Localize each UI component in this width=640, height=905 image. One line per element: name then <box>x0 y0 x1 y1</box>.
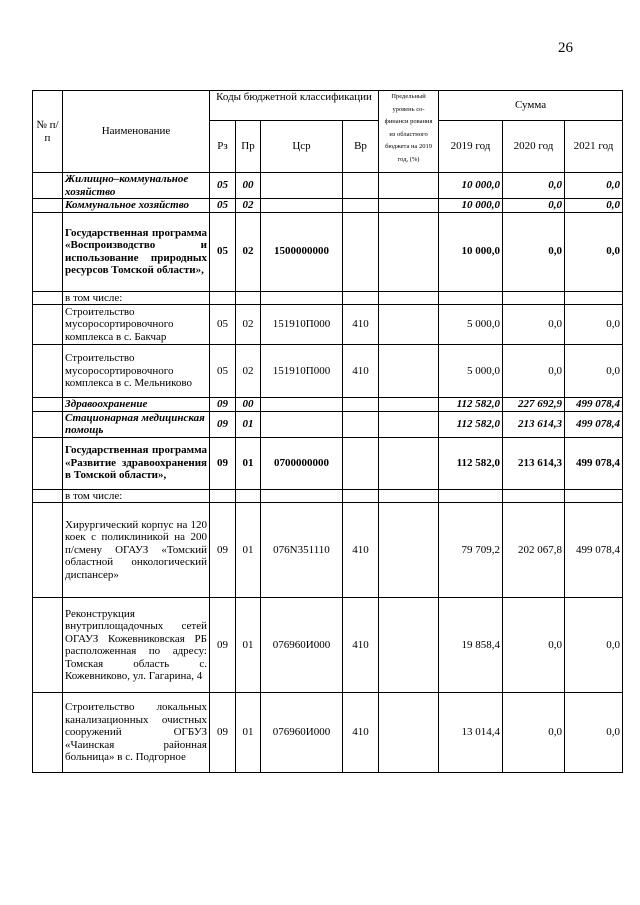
row-2021: 0,0 <box>565 693 623 773</box>
row-2020: 213 614,3 <box>503 411 565 437</box>
row-limit <box>379 398 439 412</box>
header-csr: Цср <box>261 121 343 173</box>
row-2021: 0,0 <box>565 199 623 213</box>
row-2021: 0,0 <box>565 345 623 398</box>
row-limit <box>379 305 439 345</box>
row-2019: 79 709,2 <box>439 503 503 598</box>
row-limit <box>379 173 439 199</box>
row-num <box>33 212 63 291</box>
header-row-1 <box>33 91 623 121</box>
row-num <box>33 305 63 345</box>
row-2021: 0,0 <box>565 212 623 291</box>
row-name: Здравоохранение <box>63 398 210 412</box>
row-csr: 151910П000 <box>261 305 343 345</box>
header-2019: 2019 год <box>439 121 503 173</box>
row-2019 <box>439 489 503 503</box>
row-2020: 0,0 <box>503 693 565 773</box>
row-rz: 09 <box>210 598 236 693</box>
row-2019: 112 582,0 <box>439 398 503 412</box>
header-vr: Вр <box>343 121 379 173</box>
row-2020: 0,0 <box>503 199 565 213</box>
row-num <box>33 173 63 199</box>
row-name: Государственная программа «Воспроизводство и использование природных ресурсов Томской области», <box>63 212 210 291</box>
row-num <box>33 398 63 412</box>
row-rz: 05 <box>210 173 236 199</box>
row-2021: 0,0 <box>565 173 623 199</box>
row-vr <box>343 199 379 213</box>
row-2019: 112 582,0 <box>439 411 503 437</box>
table-row <box>33 305 623 345</box>
row-csr: 076N351110 <box>261 503 343 598</box>
row-pr: 02 <box>236 305 261 345</box>
row-2019: 112 582,0 <box>439 437 503 489</box>
table-row <box>33 437 623 489</box>
row-2020: 0,0 <box>503 173 565 199</box>
row-csr <box>261 199 343 213</box>
row-name: в том числе: <box>63 489 210 503</box>
row-2020: 0,0 <box>503 305 565 345</box>
row-num <box>33 411 63 437</box>
row-2020 <box>503 291 565 305</box>
row-rz: 05 <box>210 345 236 398</box>
header-rz: Рз <box>210 121 236 173</box>
row-2020: 213 614,3 <box>503 437 565 489</box>
row-limit <box>379 411 439 437</box>
row-limit <box>379 345 439 398</box>
row-csr: 0700000000 <box>261 437 343 489</box>
table-row <box>33 212 623 291</box>
row-2019: 19 858,4 <box>439 598 503 693</box>
row-rz <box>210 291 236 305</box>
row-vr: 410 <box>343 503 379 598</box>
row-2019: 5 000,0 <box>439 345 503 398</box>
row-pr: 00 <box>236 173 261 199</box>
row-pr: 01 <box>236 598 261 693</box>
row-2020: 0,0 <box>503 345 565 398</box>
row-2019 <box>439 291 503 305</box>
row-limit <box>379 598 439 693</box>
row-name: Хирургический корпус на 120 коек с поликлиникой на 200 п/смену ОГАУЗ «Томский областной онкологический диспансер» <box>63 503 210 598</box>
row-2021 <box>565 291 623 305</box>
row-csr: 1500000000 <box>261 212 343 291</box>
row-num <box>33 345 63 398</box>
row-rz: 09 <box>210 411 236 437</box>
row-num <box>33 693 63 773</box>
row-name: Коммунальное хозяйство <box>63 199 210 213</box>
row-csr <box>261 173 343 199</box>
row-rz: 05 <box>210 199 236 213</box>
row-pr: 02 <box>236 212 261 291</box>
row-pr <box>236 489 261 503</box>
row-2021: 0,0 <box>565 598 623 693</box>
row-2021: 499 078,4 <box>565 398 623 412</box>
row-limit <box>379 291 439 305</box>
header-codes: Коды бюджетной классификации <box>210 91 379 121</box>
row-2020: 0,0 <box>503 598 565 693</box>
row-rz: 09 <box>210 437 236 489</box>
row-2019: 5 000,0 <box>439 305 503 345</box>
header-sum: Сумма <box>439 91 623 121</box>
row-pr: 00 <box>236 398 261 412</box>
table-row <box>33 503 623 598</box>
header-2020: 2020 год <box>503 121 565 173</box>
table-body <box>33 173 623 773</box>
table-row <box>33 173 623 199</box>
row-pr: 01 <box>236 693 261 773</box>
table-row <box>33 598 623 693</box>
row-pr: 01 <box>236 411 261 437</box>
row-csr <box>261 291 343 305</box>
row-name: Стационарная медицинская помощь <box>63 411 210 437</box>
row-num <box>33 291 63 305</box>
row-csr <box>261 398 343 412</box>
table-row <box>33 693 623 773</box>
row-2021: 499 078,4 <box>565 411 623 437</box>
row-vr <box>343 173 379 199</box>
row-num <box>33 437 63 489</box>
row-rz: 05 <box>210 212 236 291</box>
table-row <box>33 411 623 437</box>
row-pr: 01 <box>236 503 261 598</box>
row-2021 <box>565 489 623 503</box>
row-2019: 10 000,0 <box>439 173 503 199</box>
row-pr: 02 <box>236 345 261 398</box>
row-pr: 02 <box>236 199 261 213</box>
row-2019: 10 000,0 <box>439 199 503 213</box>
header-num: № п/п <box>33 91 63 173</box>
row-vr: 410 <box>343 345 379 398</box>
row-name: в том числе: <box>63 291 210 305</box>
row-name: Реконструкция внутриплощадочных сетей ОГАУЗ Кожевниковская РБ расположенная по адресу: Томская область с. Кожевниково, ул. Гагарина, 4 <box>63 598 210 693</box>
row-rz <box>210 489 236 503</box>
row-2021: 499 078,4 <box>565 503 623 598</box>
row-2020: 227 692,9 <box>503 398 565 412</box>
page-number: 26 <box>558 40 573 56</box>
row-vr: 410 <box>343 305 379 345</box>
header-2021: 2021 год <box>565 121 623 173</box>
row-csr: 076960И000 <box>261 693 343 773</box>
row-vr <box>343 398 379 412</box>
row-limit <box>379 693 439 773</box>
row-2019: 10 000,0 <box>439 212 503 291</box>
row-limit <box>379 212 439 291</box>
row-2020: 202 067,8 <box>503 503 565 598</box>
row-name: Строительство локальных канализационных очистных сооружений ОГБУЗ «Чаинская районная больница» в с. Подгорное <box>63 693 210 773</box>
row-vr <box>343 437 379 489</box>
row-2019: 13 014,4 <box>439 693 503 773</box>
row-limit <box>379 503 439 598</box>
row-2021: 0,0 <box>565 305 623 345</box>
row-rz: 09 <box>210 503 236 598</box>
table-row <box>33 398 623 412</box>
header-name: Наименование <box>63 91 210 173</box>
row-vr: 410 <box>343 693 379 773</box>
row-num <box>33 489 63 503</box>
row-csr <box>261 411 343 437</box>
budget-table <box>32 90 623 773</box>
row-rz: 09 <box>210 398 236 412</box>
row-rz: 05 <box>210 305 236 345</box>
row-vr: 410 <box>343 598 379 693</box>
row-2020 <box>503 489 565 503</box>
row-num <box>33 598 63 693</box>
row-2020: 0,0 <box>503 212 565 291</box>
row-vr <box>343 489 379 503</box>
row-vr <box>343 411 379 437</box>
row-num <box>33 199 63 213</box>
row-name: Государственная программа «Развитие здравоохранения в Томской области», <box>63 437 210 489</box>
row-limit <box>379 199 439 213</box>
row-2021: 499 078,4 <box>565 437 623 489</box>
row-rz: 09 <box>210 693 236 773</box>
row-csr <box>261 489 343 503</box>
table-row <box>33 345 623 398</box>
row-name: Жилищно–коммунальное хозяйство <box>63 173 210 199</box>
row-vr <box>343 212 379 291</box>
row-limit <box>379 437 439 489</box>
table-row <box>33 199 623 213</box>
table-row <box>33 489 623 503</box>
row-num <box>33 503 63 598</box>
header-limit: Предельный уровень со-финанси рования из областного бюджета на 2019 год, (%) <box>379 91 439 173</box>
row-csr: 076960И000 <box>261 598 343 693</box>
header-pr: Пр <box>236 121 261 173</box>
row-csr: 151910П000 <box>261 345 343 398</box>
row-limit <box>379 489 439 503</box>
table-row <box>33 291 623 305</box>
row-name: Строительство мусоросортировочного комплекса в с. Мельниково <box>63 345 210 398</box>
row-name: Строительство мусоросортировочного комплекса в с. Бакчар <box>63 305 210 345</box>
row-pr: 01 <box>236 437 261 489</box>
row-pr <box>236 291 261 305</box>
row-vr <box>343 291 379 305</box>
